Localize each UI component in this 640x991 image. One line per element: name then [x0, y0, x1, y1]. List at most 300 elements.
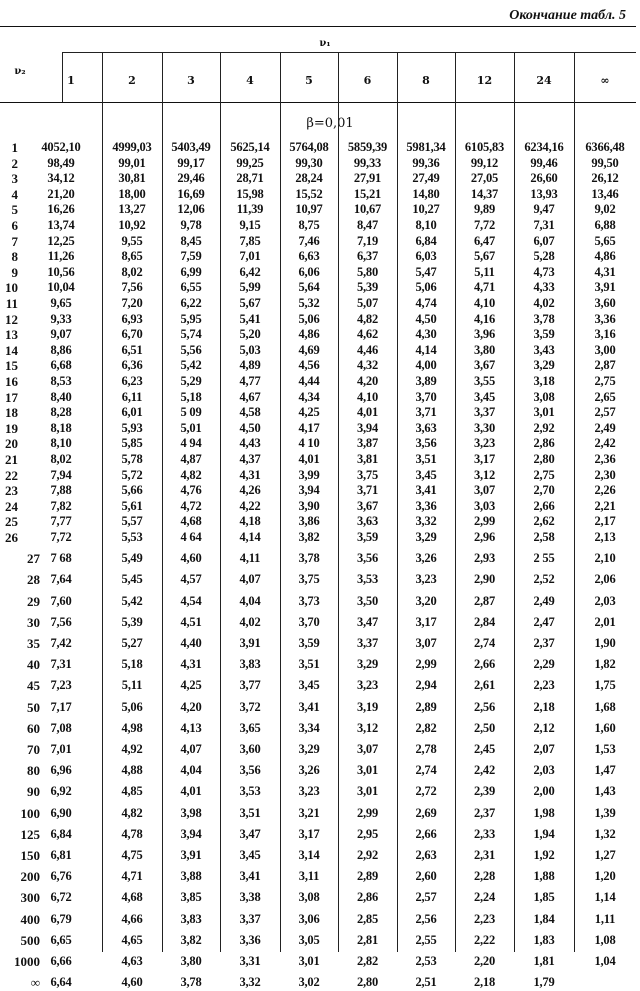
row-header: 40 [27, 657, 40, 673]
table-cell: 6,51 [121, 342, 143, 357]
table-cell: 2,95 [356, 826, 379, 841]
table-cell: 5,20 [239, 327, 261, 342]
table-cell: 3,56 [239, 763, 261, 778]
table-cell: 3,23 [415, 572, 437, 587]
row-header: 300 [20, 890, 40, 906]
table-cell: 3,02 [298, 975, 320, 990]
table-cell: 3,53 [356, 572, 379, 587]
table-row [0, 827, 636, 843]
table-cell: 3,06 [298, 911, 320, 926]
table-cell: 21,20 [47, 186, 75, 201]
table-cell: 8,10 [415, 218, 437, 232]
table-cell: 4,78 [121, 826, 143, 841]
table-cell: 4052,10 [41, 140, 81, 154]
table-row [0, 514, 636, 530]
table-cell: 3,83 [180, 911, 202, 926]
table-cell: 5,67 [473, 249, 496, 264]
table-cell: 13,93 [530, 186, 558, 201]
table-cell: 6,36 [121, 358, 143, 373]
table-cell: 4999,03 [112, 140, 152, 154]
table-cell: 14,80 [412, 186, 440, 201]
table-cell: 3,05 [298, 932, 320, 947]
table-cell: 3,38 [239, 890, 261, 905]
table-cell: 2 55 [533, 551, 555, 566]
table-cell: 5,11 [474, 264, 495, 279]
row-header: 27 [27, 551, 40, 567]
table-cell: 2,17 [594, 514, 616, 529]
table-cell: 2,99 [356, 805, 379, 820]
table-cell: 7,31 [50, 657, 72, 672]
table-cell: 2,96 [473, 530, 496, 544]
row-header: 11 [5, 296, 18, 311]
table-row [0, 421, 636, 437]
table-cell: 7,85 [239, 233, 261, 248]
table-cell: 2,78 [415, 742, 437, 756]
table-cell: 4 10 [298, 436, 320, 451]
row-header: 19 [5, 420, 18, 436]
table-cell: 3,71 [356, 483, 379, 498]
table-cell: 3,70 [298, 614, 320, 629]
table-cell: 2,31 [473, 848, 496, 862]
row-header: 2 [11, 155, 18, 171]
table-cell: 5,78 [121, 452, 143, 466]
table-cell: 16,26 [47, 202, 75, 217]
row-header: 17 [5, 389, 18, 405]
table-cell: 9,65 [50, 296, 72, 310]
table-cell: 3,50 [356, 593, 379, 608]
table-cell: 5,57 [121, 514, 143, 529]
row-header: 6 [11, 218, 18, 233]
table-cell: 7,01 [239, 249, 261, 264]
table-cell: 5,65 [594, 233, 616, 248]
table-cell: 4,26 [239, 483, 261, 498]
table-cell: 3,77 [239, 678, 261, 693]
table-cell: 3,53 [239, 784, 261, 799]
table-cell: 2,42 [594, 436, 616, 451]
table-cell: 3,67 [356, 498, 379, 513]
table-cell: 1,43 [594, 784, 616, 799]
table-cell: 6,93 [121, 311, 143, 326]
table-cell: 5 09 [180, 405, 202, 420]
table-cell: 4,25 [180, 678, 202, 693]
row-header: 21 [5, 452, 18, 467]
row-header: 28 [27, 572, 40, 588]
table-cell: 3,63 [415, 420, 437, 435]
column-header: 24 [536, 74, 552, 87]
table-cell: 5,39 [121, 614, 143, 629]
table-cell: 6,76 [50, 869, 72, 884]
table-cell: 2,89 [356, 869, 379, 884]
table-cell: 4,65 [121, 932, 143, 947]
table-cell: 7,82 [50, 498, 72, 513]
row-header: 23 [5, 483, 18, 499]
column-header: 12 [476, 74, 493, 87]
column-header: 8 [422, 74, 430, 87]
table-cell: 3,55 [473, 374, 496, 388]
table-cell: 4,22 [239, 498, 261, 513]
table-cell: 1,47 [594, 763, 616, 778]
table-cell: 4,01 [356, 405, 379, 420]
table-cell: 4,57 [180, 572, 202, 587]
table-cell: 99,01 [118, 155, 146, 170]
table-cell: 3,80 [473, 342, 496, 357]
table-cell: 6,72 [50, 890, 72, 905]
table-cell: 5403,49 [171, 140, 211, 154]
table-cell: 4,31 [180, 657, 202, 672]
table-cell: 7,23 [50, 678, 72, 693]
table-cell: 10,27 [412, 202, 440, 217]
table-cell: 1,90 [594, 636, 616, 650]
table-cell: 8,02 [121, 264, 143, 279]
table-cell: 1,84 [533, 911, 555, 926]
table-cell: 4,46 [356, 342, 379, 357]
table-cell: 6,81 [50, 848, 72, 862]
column-header: 3 [187, 74, 195, 87]
table-cell: 4,50 [415, 311, 437, 326]
table-cell: 26,12 [591, 171, 619, 186]
table-cell: 5,18 [121, 657, 143, 672]
row-header: 150 [20, 848, 40, 863]
table-cell: 3,70 [415, 389, 437, 404]
table-cell: 7,01 [50, 742, 72, 756]
table-cell: 3,45 [473, 389, 496, 404]
table-row [0, 312, 636, 328]
table-cell: 7,72 [473, 218, 496, 232]
table-cell: 5,01 [180, 420, 202, 435]
table-cell: 7,94 [50, 467, 72, 482]
table-cell: 28,71 [236, 171, 264, 186]
table-cell: 2,52 [533, 572, 555, 587]
table-cell: 2,12 [533, 720, 555, 735]
table-cell: 1,92 [533, 848, 555, 862]
table-row [0, 848, 636, 864]
table-cell: 8,47 [356, 218, 379, 232]
table-cell: 3,90 [298, 498, 320, 513]
row-header: 400 [20, 911, 40, 927]
table-cell: 2,99 [415, 657, 437, 672]
table-cell: 2,58 [533, 530, 555, 544]
table-cell: 7,17 [50, 699, 72, 714]
table-cell: 3,08 [298, 890, 320, 905]
table-row [0, 327, 636, 343]
table-cell: 1,39 [594, 805, 616, 820]
table-cell: 5764,08 [289, 140, 329, 154]
table-cell: 3,91 [239, 636, 261, 650]
table-cell: 8,28 [50, 405, 72, 420]
table-cell: 4,87 [180, 452, 202, 466]
table-row [0, 975, 636, 991]
table-cell: 9,15 [239, 218, 261, 232]
table-cell: 4,16 [473, 311, 496, 326]
row-header: 5 [11, 202, 18, 218]
table-cell: 3,59 [298, 636, 320, 650]
table-row [0, 636, 636, 652]
table-cell: 2,51 [415, 975, 437, 990]
table-row [0, 784, 636, 800]
table-cell: 4,02 [239, 614, 261, 629]
table-cell: 7,19 [356, 233, 379, 248]
table-cell: 4,54 [180, 593, 202, 608]
table-cell: 4,75 [121, 848, 143, 862]
table-cell: 2,87 [473, 593, 496, 608]
table-cell: 5,45 [121, 572, 143, 587]
table-cell: 2,18 [473, 975, 496, 990]
table-cell: 1,32 [594, 826, 616, 841]
table-cell: 3,17 [298, 826, 320, 841]
table-cell: 12,06 [177, 202, 205, 217]
table-cell: 2,10 [594, 551, 616, 566]
table-cell: 6,64 [50, 975, 72, 990]
table-cell: 3,29 [356, 657, 379, 672]
table-cell: 3,16 [594, 327, 616, 342]
table-cell: 3,36 [594, 311, 616, 326]
table-cell: 4,17 [298, 420, 320, 435]
table-cell: 3,45 [298, 678, 320, 693]
table-cell: 6,84 [50, 826, 72, 841]
table-cell: 12,25 [47, 233, 75, 248]
table-cell: 2,22 [473, 932, 496, 947]
header-rule [0, 102, 636, 103]
top-rule [0, 26, 636, 27]
table-cell: 9,33 [50, 311, 72, 326]
table-cell: 3,18 [533, 374, 555, 388]
table-cell: 1,75 [594, 678, 616, 693]
table-cell: 9,55 [121, 233, 143, 248]
table-cell: 2,84 [473, 614, 496, 629]
table-cell: 1,11 [594, 911, 616, 926]
table-row [0, 452, 636, 468]
table-cell: 3,51 [415, 452, 437, 466]
table-cell: 3,37 [356, 636, 379, 650]
table-cell: 4,77 [239, 374, 261, 388]
table-cell: 10,67 [353, 202, 382, 217]
table-cell: 4,92 [121, 742, 143, 756]
table-cell: 4,86 [594, 249, 616, 264]
table-cell: 3,75 [298, 572, 320, 587]
table-cell: 3,59 [356, 530, 379, 544]
table-cell: 3,78 [533, 311, 555, 326]
table-row [0, 218, 636, 234]
table-cell: 2,53 [415, 954, 437, 968]
table-row [0, 187, 636, 203]
table-cell: 2,28 [473, 869, 496, 884]
table-cell: 2,13 [594, 530, 616, 544]
table-cell: 6,99 [180, 264, 202, 279]
table-cell: 5,06 [121, 699, 143, 714]
table-cell: 3,07 [356, 742, 379, 756]
table-row [0, 721, 636, 737]
table-cell: 2,63 [415, 848, 437, 862]
table-cell: 2,82 [415, 720, 437, 735]
table-cell: 2,60 [415, 869, 437, 884]
table-cell: 2,23 [473, 911, 496, 926]
table-cell: 1,98 [533, 805, 555, 820]
table-cell: 5,07 [356, 296, 379, 310]
row-header: 30 [27, 614, 40, 630]
table-cell: 26,60 [530, 171, 558, 186]
table-cell: 4,07 [180, 742, 202, 756]
row-header: 3 [11, 171, 18, 187]
table-row [0, 594, 636, 610]
table-cell: 99,36 [412, 155, 440, 170]
table-cell: 3,30 [473, 420, 496, 435]
table-cell: 4,74 [415, 296, 437, 310]
nu2-label: ν₂ [14, 66, 26, 77]
table-cell: 3,94 [356, 420, 379, 435]
table-row [0, 358, 636, 374]
table-cell: 1,83 [533, 932, 555, 947]
row-header: 22 [5, 467, 18, 483]
table-cell: 7,77 [50, 514, 72, 529]
table-cell: 4,14 [239, 530, 261, 544]
table-cell: 5,66 [121, 483, 143, 498]
table-cell: 4,58 [239, 405, 261, 420]
table-cell: 3,91 [594, 280, 616, 295]
row-header: 90 [27, 784, 40, 800]
table-row [0, 869, 636, 885]
table-cell: 4,37 [239, 452, 261, 466]
table-cell: 2,18 [533, 699, 555, 714]
table-cell: 8,75 [298, 218, 320, 232]
table-cell: 7,72 [50, 530, 72, 544]
table-cell: 8,45 [180, 233, 202, 248]
table-cell: 6,70 [121, 327, 143, 342]
table-cell: 2,36 [594, 452, 616, 466]
table-cell: 7,56 [121, 280, 143, 295]
table-row [0, 657, 636, 673]
table-cell: 4,98 [121, 720, 143, 735]
row-header: 70 [27, 742, 40, 757]
table-cell: 5,29 [180, 374, 202, 388]
table-cell: 5,39 [356, 280, 379, 295]
table-cell: 2,82 [356, 954, 379, 968]
table-cell: 2,56 [415, 911, 437, 926]
table-cell: 2,75 [533, 467, 555, 482]
table-cell: 6,96 [50, 763, 72, 778]
row-header: 8 [11, 249, 18, 265]
table-cell: 2,87 [594, 358, 616, 373]
table-cell: 2,45 [473, 742, 496, 756]
table-cell: 2,42 [473, 763, 496, 778]
table-cell: 5,99 [239, 280, 261, 295]
table-cell: 3,12 [356, 720, 379, 735]
table-cell: 3,29 [533, 358, 555, 373]
table-row [0, 265, 636, 281]
table-cell: 10,97 [295, 202, 323, 217]
table-cell: 9,02 [594, 202, 616, 217]
table-cell: 2,47 [533, 614, 555, 629]
table-cell: 3,91 [180, 848, 202, 862]
table-cell: 6,92 [50, 784, 72, 799]
table-cell: 28,24 [295, 171, 323, 186]
row-header: 500 [20, 932, 40, 948]
table-cell: 2,49 [594, 420, 616, 435]
table-cell: 3,01 [356, 763, 379, 778]
table-cell: 4,10 [473, 296, 496, 310]
table-row [0, 171, 636, 187]
table-cell: 2,07 [533, 742, 555, 756]
table-cell: 3,29 [415, 530, 437, 544]
table-cell: 4,31 [239, 467, 261, 482]
table-cell: 7 68 [50, 551, 72, 566]
column-header: 2 [128, 74, 136, 87]
table-cell: 3,36 [415, 498, 437, 513]
table-cell: 3,87 [356, 436, 379, 451]
table-cell: 5,41 [239, 311, 261, 326]
row-header: 18 [5, 405, 18, 421]
table-cell: 5,03 [239, 342, 261, 357]
table-cell: 1,14 [594, 890, 616, 905]
table-cell: 3,94 [298, 483, 320, 498]
table-row [0, 742, 636, 758]
table-cell: 3,26 [298, 763, 320, 778]
table-cell: 2,06 [594, 572, 616, 587]
table-cell: 3,17 [473, 452, 496, 466]
table-cell: 8,86 [50, 342, 72, 357]
row-header: 45 [27, 678, 40, 694]
table-cell: 4,56 [298, 358, 320, 373]
table-cell: 3,56 [415, 436, 437, 451]
table-cell: 1,20 [594, 869, 616, 884]
row-header: 1000 [14, 954, 40, 969]
table-cell: 5,74 [180, 327, 202, 342]
table-cell: 5,64 [298, 280, 320, 295]
table-cell: 98,49 [47, 155, 75, 170]
table-cell: 3,88 [180, 869, 202, 884]
table-cell: 4,82 [121, 805, 143, 820]
table-cell: 3,96 [473, 327, 496, 342]
table-cell: 3,07 [415, 636, 437, 650]
table-row [0, 296, 636, 312]
table-cell: 3,98 [180, 805, 202, 820]
table-cell: 4,43 [239, 436, 261, 451]
table-cell: 3,14 [298, 848, 320, 862]
table-cell: 1,79 [533, 975, 555, 990]
table-cell: 6,37 [356, 249, 379, 264]
table-cell: 4 64 [180, 530, 202, 544]
row-header: 15 [5, 358, 18, 374]
table-cell: 2,65 [594, 389, 616, 404]
table-cell: 3,71 [415, 405, 437, 420]
table-cell: 6,79 [50, 911, 72, 926]
table-cell: 3,51 [298, 657, 320, 672]
table-cell: 2,70 [533, 483, 555, 498]
table-cell: 3,72 [239, 699, 261, 714]
table-cell: 4,82 [180, 467, 202, 482]
table-cell: 2,49 [533, 593, 555, 608]
table-cell: 6,01 [121, 405, 143, 420]
table-cell: 30,81 [118, 171, 146, 186]
table-cell: 7,42 [50, 636, 72, 650]
table-row [0, 615, 636, 631]
table-cell: 5,95 [180, 311, 202, 326]
table-cell: 4,82 [356, 311, 379, 326]
table-row [0, 572, 636, 588]
table-cell: 4,14 [415, 342, 437, 357]
table-row [0, 530, 636, 546]
nu1-rule [62, 52, 636, 53]
table-cell: 3,23 [356, 678, 379, 693]
table-cell: 9,78 [180, 218, 202, 232]
table-cell: 18,00 [118, 186, 146, 201]
table-cell: 3,89 [415, 374, 437, 388]
table-cell: 7,08 [50, 720, 72, 735]
table-cell: 3,01 [533, 405, 555, 420]
row-header: 35 [27, 636, 40, 651]
table-cell: 2,66 [533, 498, 555, 513]
row-header: 80 [27, 763, 40, 779]
table-cell: 4,33 [533, 280, 555, 295]
